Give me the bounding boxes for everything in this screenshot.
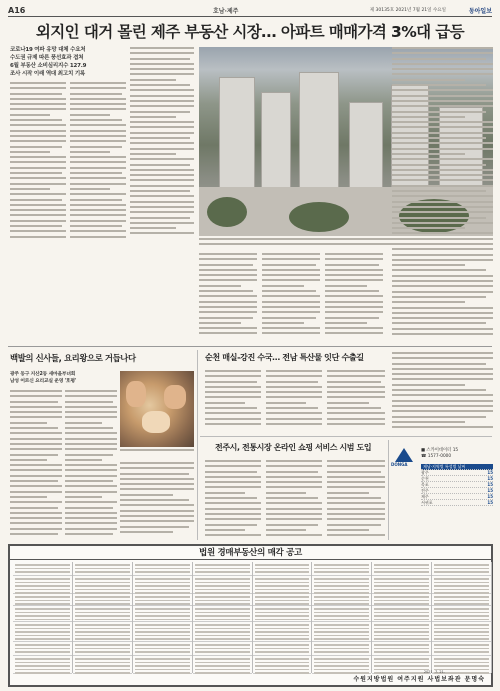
table-header-label: 제남·지역별 특성별 날씨: [423, 464, 466, 469]
notice-cell: [193, 606, 252, 622]
notice-cell: [312, 562, 371, 576]
article-body-column: [327, 370, 385, 432]
triangle-logo-icon: [395, 448, 413, 462]
notice-grid: [13, 562, 488, 673]
notice-cell: [432, 562, 491, 576]
article-body-column: [392, 352, 493, 434]
court-auction-notice: [8, 544, 493, 687]
notice-cell: [372, 622, 431, 642]
notice-cell: [13, 562, 72, 576]
cooking-class-photo: [120, 371, 194, 447]
notice-cell: [432, 594, 491, 606]
notice-cell: [432, 642, 491, 656]
section-label: 호남·제주: [213, 7, 239, 15]
row-value: 15: [487, 488, 493, 493]
sidebar-header: [421, 448, 458, 460]
article-body-column: [10, 82, 66, 242]
suncheon-story-title: 순천 매실-강진 수국… 전남 특산물 잇단 수출길: [205, 352, 364, 362]
notice-cell: [193, 656, 252, 674]
notice-cell: [432, 622, 491, 642]
row-label: 제주: [421, 494, 429, 499]
masthead-rule: [8, 16, 492, 17]
notice-cell: [312, 642, 371, 656]
column-rule: [388, 440, 389, 540]
issue-meta: 제 30135호 2021년 7월 21일 수요일: [369, 8, 446, 13]
sidebar-info-box: [391, 442, 493, 528]
notice-cell: [253, 656, 312, 674]
masthead: [8, 4, 492, 16]
notice-cell: [73, 642, 132, 656]
article-body-column: [205, 460, 261, 540]
notice-cell: [13, 642, 72, 656]
notice-cell: [432, 606, 491, 622]
lead-subhead-line: 6월 부동산 소비심리지수 127.9: [10, 63, 87, 69]
notice-cell: [253, 594, 312, 606]
row-value: 15: [487, 470, 493, 475]
article-body-column: [262, 253, 320, 343]
notice-cell: [13, 656, 72, 674]
notice-cell: [372, 642, 431, 656]
notice-column: [193, 562, 253, 673]
notice-column: [133, 562, 193, 673]
notice-cell: [133, 642, 192, 656]
notice-cell: [133, 606, 192, 622]
article-body-column: [65, 390, 117, 540]
brand-logo: [391, 448, 417, 468]
notice-column: [312, 562, 372, 673]
notice-title: 법원 경매부동산의 매각 공고: [10, 546, 491, 560]
row-label: 전주: [421, 488, 429, 493]
notice-cell: [312, 606, 371, 622]
notice-cell: [193, 562, 252, 576]
row-label: 순천: [421, 476, 429, 481]
notice-cell: [73, 576, 132, 594]
brand-label: DONGA: [391, 462, 408, 467]
notice-cell: [312, 594, 371, 606]
notice-column: [372, 562, 432, 673]
notice-cell: [253, 606, 312, 622]
notice-cell: [133, 622, 192, 642]
jeonju-story-title: 전주시, 전통시장 온라인 쇼핑 서비스 시범 도입: [215, 443, 372, 452]
lead-subhead-line: 코로나19 여파 유망 대체 수요처: [10, 47, 86, 53]
article-body-column: [70, 82, 126, 242]
row-value: 15: [487, 500, 493, 505]
main-headline: 외지인 대거 몰린 제주 부동산 시장… 아파트 매매가격 3%대 급등: [35, 23, 465, 41]
notice-cell: [73, 656, 132, 674]
sidebar-table: [421, 464, 493, 506]
section-divider: [8, 346, 492, 347]
row-value: 15: [487, 482, 493, 487]
notice-cell: [13, 594, 72, 606]
article-body-column: [199, 253, 257, 343]
notice-cell: [253, 576, 312, 594]
notice-cell: [372, 576, 431, 594]
row-label: 서귀포: [421, 500, 433, 505]
notice-cell: [312, 656, 371, 674]
row-value: 15: [487, 476, 493, 481]
notice-column: [432, 562, 492, 673]
food-subhead-line: 남성 어르신 요리교실 운영 '호평': [10, 379, 77, 384]
notice-cell: [133, 576, 192, 594]
article-body-column: [10, 390, 62, 540]
row-label: 목포: [421, 482, 429, 487]
paper-logo: 동아일보: [468, 7, 492, 15]
notice-cell: [253, 642, 312, 656]
notice-cell: [13, 606, 72, 622]
lead-subheads: [10, 46, 120, 78]
notice-cell: [372, 606, 431, 622]
article-body-column: [266, 460, 322, 540]
notice-cell: [253, 622, 312, 642]
notice-signature: 수원지방법원 여주지원 사법보좌관 문명숙: [353, 676, 485, 683]
article-body-column: [130, 47, 194, 243]
food-story-subheads: [10, 371, 118, 385]
notice-cell: [372, 562, 431, 576]
notice-cell: [133, 594, 192, 606]
notice-cell: [372, 656, 431, 674]
notice-cell: [193, 576, 252, 594]
article-body-column: [392, 47, 493, 343]
notice-column: [13, 562, 73, 673]
notice-cell: [193, 622, 252, 642]
notice-cell: [13, 576, 72, 594]
section-divider: [200, 436, 492, 437]
lead-subhead-line: 조사 시작 이래 역대 최고치 기록: [10, 71, 86, 77]
sidebar-header-line: ■ 스카이데이터 15: [421, 448, 459, 453]
food-story-title: 백발의 신사들, 요리왕으로 거듭나다: [10, 353, 136, 363]
article-body-column: [120, 462, 194, 540]
row-label: 광주: [421, 470, 429, 475]
notice-cell: [133, 656, 192, 674]
notice-cell: [432, 576, 491, 594]
notice-cell: [372, 594, 431, 606]
notice-cell: [73, 594, 132, 606]
notice-cell: [312, 576, 371, 594]
food-subhead-line: 광주 동구 지산2동 새마을부녀회: [10, 372, 76, 377]
column-rule: [197, 350, 198, 540]
article-body-column: [205, 370, 261, 432]
notice-cell: [73, 606, 132, 622]
article-body-column: [266, 370, 322, 432]
notice-cell: [73, 622, 132, 642]
page-number: A16: [8, 5, 26, 15]
table-row: [421, 500, 493, 506]
notice-cell: [13, 622, 72, 642]
notice-cell: [193, 594, 252, 606]
notice-date: 2021. 7. 21.: [423, 670, 445, 674]
row-value: 15: [487, 494, 493, 499]
article-body-column: [325, 253, 383, 343]
notice-cell: [193, 642, 252, 656]
notice-cell: [253, 562, 312, 576]
notice-cell: [312, 622, 371, 642]
caption-lines: [120, 449, 194, 459]
notice-cell: [133, 562, 192, 576]
notice-column: [253, 562, 313, 673]
photo-caption: [120, 449, 194, 459]
notice-cell: [73, 562, 132, 576]
sidebar-header-line: ☎ 1577-0000: [421, 454, 452, 459]
article-body-column: [327, 460, 385, 540]
lead-subhead-line: 수도권 규제 따른 풍선효과 겹쳐: [10, 55, 84, 61]
notice-column: [73, 562, 133, 673]
